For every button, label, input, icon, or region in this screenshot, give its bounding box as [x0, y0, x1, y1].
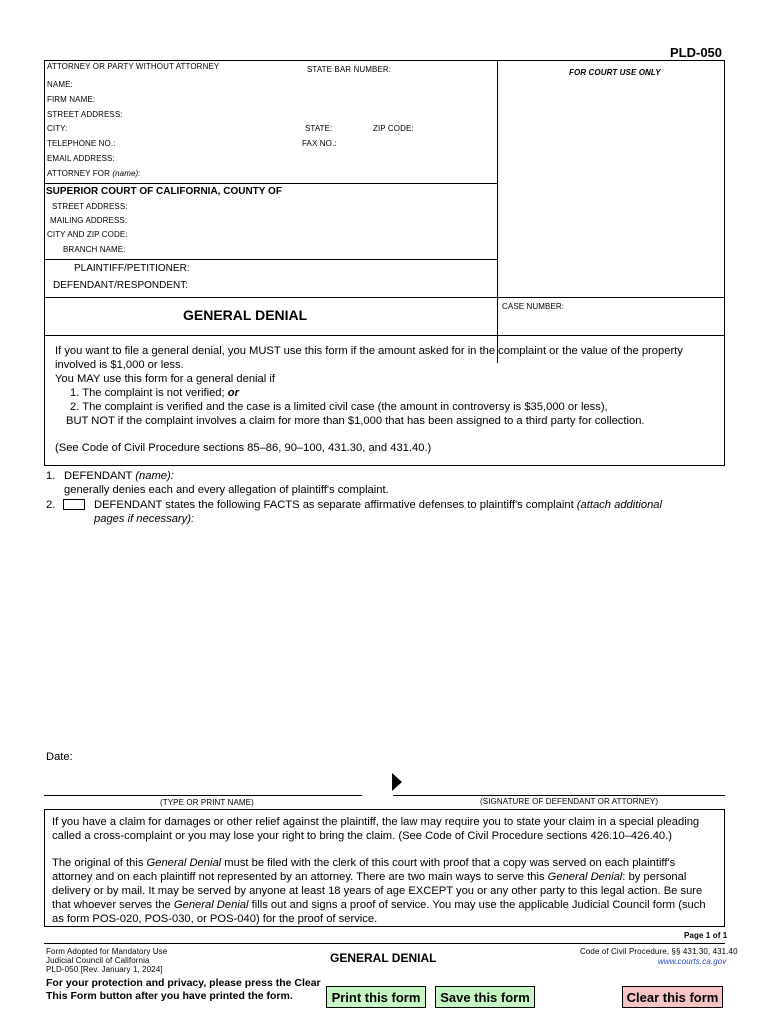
item-2-number: 2. — [46, 499, 56, 511]
footer-url-link[interactable]: www.courts.ca.gov — [658, 957, 727, 966]
type-name-label: (TYPE OR PRINT NAME) — [160, 798, 254, 807]
notice-p2-line-2 — [52, 870, 686, 884]
item-1-denies: generally denies each and every allegation of plaintiff's complaint. — [64, 484, 389, 496]
defendant-label: DEFENDANT/RESPONDENT: — [53, 280, 189, 291]
name-line — [44, 795, 362, 796]
notice-p2-l2i: General Denial — [547, 871, 623, 883]
title-top-rule — [44, 297, 725, 298]
court-mailing-label: MAILING ADDRESS: — [50, 216, 128, 225]
page-number: Page 1 of 1 — [684, 931, 728, 940]
instructions-butnot: BUT NOT if the complaint involves a claim for more than $1,000 that has been assigned to a third party for collection. — [66, 415, 645, 427]
notice-p2-l1b: must be filed with the clerk of this court with proof that a copy was served on each plaintiff's — [224, 857, 676, 869]
instructions-line-2: involved is $1,000 or less. — [55, 359, 184, 371]
court-branch-label: BRANCH NAME: — [63, 245, 126, 254]
item-1-defendant — [64, 469, 174, 483]
footer-adopted-3: PLD-050 [Rev. January 1, 2024] — [46, 965, 163, 974]
print-form-button[interactable]: Print this form — [326, 986, 426, 1008]
email-label: EMAIL ADDRESS: — [47, 154, 115, 163]
attorney-for-label — [47, 169, 141, 178]
signature-label: (SIGNATURE OF DEFENDANT OR ATTORNEY) — [480, 797, 659, 806]
notice-p2-line-1 — [52, 856, 675, 870]
clear-form-button[interactable]: Clear this form — [622, 986, 723, 1008]
court-city-zip-label: CITY AND ZIP CODE: — [47, 230, 128, 239]
notice-p2-l2a: attorney and on each plaintiff not represented by an attorney. There are two main ways to serve this — [52, 871, 545, 883]
instructions-item-2: 2. The complaint is verified and the case is a limited civil case (the amount in controversy is $35,000 or less), — [70, 401, 608, 413]
telephone-label: TELEPHONE NO.: — [47, 139, 116, 148]
item-1-name-hint: (name): — [135, 470, 174, 482]
court-title: SUPERIOR COURT OF CALIFORNIA, COUNTY OF — [46, 186, 282, 197]
notice-p2-l4a: that whoever serves the — [52, 899, 171, 911]
fax-label: FAX NO.: — [302, 139, 337, 148]
item-2-facts-italic-2: pages if necessary): — [94, 513, 195, 525]
signature-line — [393, 795, 725, 796]
footer-title: GENERAL DENIAL — [330, 951, 437, 965]
privacy-note-line-1: For your protection and privacy, please press the Clear — [46, 977, 321, 989]
plaintiff-label: PLAINTIFF/PETITIONER: — [74, 263, 190, 274]
case-number-label: CASE NUMBER: — [502, 302, 565, 311]
item-2-facts — [94, 498, 662, 512]
header-divider — [497, 60, 498, 363]
footer-code: Code of Civil Procedure, §§ 431.30, 431.40 — [580, 947, 738, 956]
date-label: Date: — [46, 751, 73, 763]
state-bar-label: STATE BAR NUMBER: — [307, 65, 392, 74]
signature-arrow-icon — [392, 773, 402, 791]
notice-p2-l4b: fills out and signs a proof of service. You may use the applicable Judicial Council form (such — [251, 899, 706, 911]
form-title: GENERAL DENIAL — [183, 307, 308, 323]
item-2-checkbox[interactable] — [63, 499, 85, 510]
notice-p1-line-1: If you have a claim for damages or other relief against the plaintiff, the law may require you to state your claim in a special pleading — [52, 816, 700, 828]
footer-adopted-1: Form Adopted for Mandatory Use — [46, 947, 168, 956]
form-id: PLD-050 — [670, 45, 723, 60]
instructions-line-3: You MAY use this form for a general denial if — [55, 373, 275, 385]
instructions-item-1-text: 1. The complaint is not verified; — [70, 387, 225, 399]
notice-p2-l1a: The original of this — [52, 857, 144, 869]
footer-rule — [44, 943, 725, 944]
instructions-item-1 — [70, 386, 239, 400]
instructions-see: (See Code of Civil Procedure sections 85–86, 90–100, 431.30, and 431.40.) — [55, 442, 432, 454]
instructions-item-1-or: or — [227, 387, 239, 399]
notice-p2-line-3: delivery or by mail. It may be served by anyone at least 18 years of age EXCEPT you or any other party to this legal action. Be sure — [52, 885, 703, 897]
save-form-button[interactable]: Save this form — [435, 986, 535, 1008]
state-label: STATE: — [305, 124, 333, 133]
parties-top-rule — [44, 259, 497, 260]
right-border — [724, 60, 725, 363]
firm-name-label: FIRM NAME: — [47, 95, 96, 104]
header-top-rule — [44, 60, 725, 61]
item-2-facts-text: DEFENDANT states the following FACTS as separate affirmative defenses to plaintiff's complaint — [94, 499, 574, 511]
footer-adopted-2: Judicial Council of California — [46, 956, 150, 965]
item-2-facts-italic: (attach additional — [576, 499, 663, 511]
name-label: NAME: — [47, 80, 73, 89]
zip-code-label: ZIP CODE: — [373, 124, 414, 133]
notice-p2-line-4 — [52, 898, 706, 912]
notice-p2-l2b: : by personal — [622, 871, 687, 883]
street-address-label: STREET ADDRESS: — [47, 110, 123, 119]
item-1-number: 1. — [46, 470, 56, 482]
notice-p2-l4i: General Denial — [173, 899, 249, 911]
notice-p1-line-2: called a cross-complaint or you may lose your right to bring the claim. (See Code of Civil Procedure sections 426.10–426.40.) — [52, 830, 672, 842]
attorney-for-name-hint: (name): — [112, 169, 141, 178]
notice-p2-l1i: General Denial — [146, 857, 222, 869]
court-use-label: FOR COURT USE ONLY — [569, 68, 661, 77]
facts-text-area[interactable] — [94, 528, 724, 738]
court-street-label: STREET ADDRESS: — [52, 202, 128, 211]
attorney-for-text: ATTORNEY FOR — [47, 169, 110, 178]
item-2-facts-line-2 — [94, 512, 194, 526]
city-label: CITY: — [47, 124, 68, 133]
item-1-defendant-label: DEFENDANT — [64, 470, 133, 482]
left-border — [44, 60, 45, 363]
attorney-label: ATTORNEY OR PARTY WITHOUT ATTORNEY — [47, 62, 220, 71]
notice-p2-line-5: as form POS-020, POS-030, or POS-040) for the proof of service. — [52, 913, 378, 925]
instructions-line-1: If you want to file a general denial, you MUST use this form if the amount asked for in the complaint or the value of the property — [55, 345, 683, 357]
privacy-note-line-2: This Form button after you have printed the form. — [46, 990, 293, 1002]
court-top-rule — [44, 183, 497, 184]
